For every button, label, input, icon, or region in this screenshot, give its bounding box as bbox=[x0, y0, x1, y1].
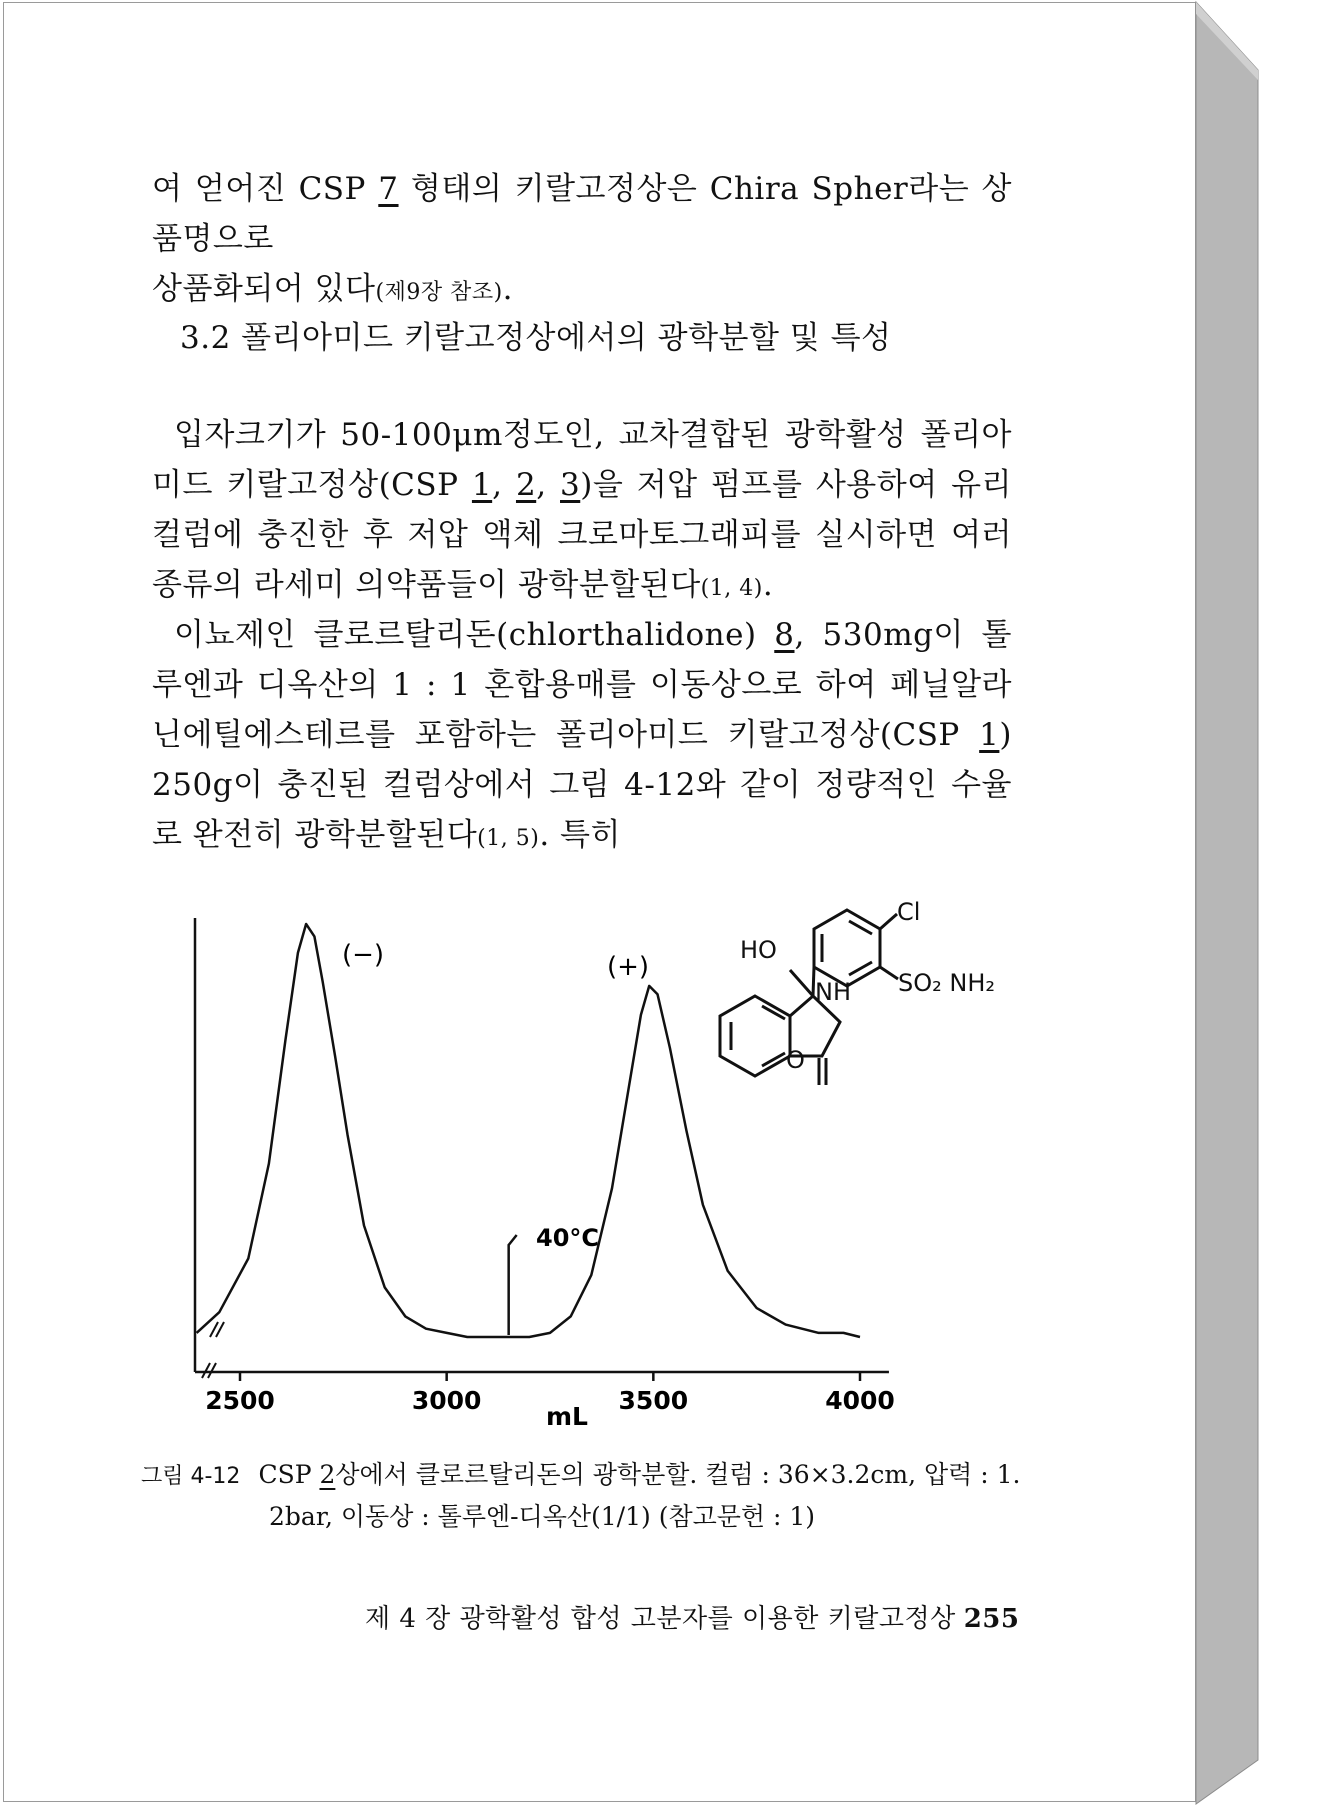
temperature-change-marker bbox=[509, 1235, 517, 1335]
section-heading: 3.2 폴리아미드 키랄고정상에서의 광학분할 및 특성 bbox=[180, 320, 892, 356]
compound-number: 2 bbox=[319, 1460, 336, 1489]
compound-number: 3 bbox=[560, 467, 581, 503]
temperature-label: 40°C bbox=[536, 1224, 600, 1252]
chromatogram-chart bbox=[195, 918, 895, 1415]
paragraph-text: , 530mg이 톨루엔과 디옥산의 1 : 1 혼합용매를 이동상으로 하여 페닐알라닌에틸에스테르를 포함하는 폴리아미드 키랄고정상(CSP bbox=[152, 617, 1012, 753]
caption-text: 2bar, 이동상 : 톨루엔-디옥산(1/1) (참고문헌 : 1) bbox=[269, 1502, 816, 1531]
citation: (1, 5) bbox=[477, 826, 540, 851]
nh-label: NH bbox=[815, 978, 851, 1006]
x-tick-label: 2500 bbox=[205, 1386, 275, 1415]
caption-text: 상에서 클로르탈리돈의 광학분할. 컬럼 : 36×3.2cm, 압력 : 1. bbox=[335, 1460, 1021, 1489]
x-axis-label: mL bbox=[546, 1402, 588, 1431]
paragraph-text: , bbox=[536, 467, 561, 503]
body-paragraph-2 bbox=[152, 610, 1012, 864]
intro-text: 상품화되어 있다 bbox=[152, 271, 376, 307]
intro-paragraph bbox=[152, 164, 1012, 318]
paragraph-text: )을 저압 펌프를 사용하여 유리컬럼에 충진한 후 저압 액체 크로마토그래피를 실시하면 여러 종류의 라세미 의약품들이 광학분할된다 bbox=[152, 467, 1012, 603]
intro-text: 여 얻어진 CSP bbox=[152, 171, 379, 207]
figure-label: 그림 4-12 bbox=[141, 1464, 241, 1489]
citation: (1, 4) bbox=[700, 576, 763, 601]
sulfonamide-label: SO₂ NH₂ bbox=[898, 969, 995, 997]
x-tick-label: 4000 bbox=[825, 1386, 895, 1415]
compound-number: 1 bbox=[979, 717, 1000, 753]
peak-plus-label: (+) bbox=[607, 952, 650, 982]
chromatogram-trace bbox=[197, 924, 860, 1337]
body-paragraph-1 bbox=[152, 410, 1012, 614]
carbonyl-oxygen-label: O bbox=[786, 1046, 805, 1074]
paragraph-text: 이뇨제인 클로르탈리돈(chlorthalidone) bbox=[174, 617, 775, 653]
compound-number: 8 bbox=[774, 617, 795, 653]
compound-number: 7 bbox=[378, 171, 399, 207]
intro-text: . bbox=[502, 271, 514, 307]
peak-minus-label: (−) bbox=[342, 940, 385, 970]
compound-number: 1 bbox=[471, 467, 493, 503]
caption-text: CSP bbox=[258, 1460, 320, 1489]
chlorine-label: Cl bbox=[897, 898, 921, 926]
intro-text: 형태의 키랄고정상은 Chira Spher라는 상품명으로 bbox=[152, 171, 1012, 257]
x-tick-label: 3500 bbox=[618, 1386, 689, 1415]
running-footer bbox=[365, 1598, 1020, 1635]
x-tick-label: 3000 bbox=[411, 1386, 482, 1415]
chromatogram-figure bbox=[0, 860, 1100, 1440]
figure-caption bbox=[141, 1455, 1021, 1537]
chapter-title: 제 4 장 광학활성 합성 고분자를 이용한 키랄고정상 bbox=[365, 1604, 956, 1634]
paragraph-text: ) 250g이 충진된 컬럼상에서 그림 4-12와 같이 정량적인 수율로 완전히 광학분할된다 bbox=[152, 717, 1012, 853]
x-axis-break bbox=[202, 1363, 216, 1378]
paragraph-text: 입자크기가 50-100μm정도인, 교차결합된 광학활성 폴리아미드 키랄고정상(CSP bbox=[152, 417, 1012, 503]
paragraph-text: , bbox=[492, 467, 516, 503]
trace-break bbox=[210, 1322, 224, 1337]
chapter-reference: (제9장 참조) bbox=[375, 280, 503, 305]
page-number: 255 bbox=[963, 1604, 1020, 1634]
paragraph-text: . bbox=[762, 567, 774, 603]
paragraph-text: . 특히 bbox=[539, 817, 621, 853]
compound-number: 2 bbox=[515, 467, 537, 503]
hydroxyl-label: HO bbox=[740, 936, 777, 964]
